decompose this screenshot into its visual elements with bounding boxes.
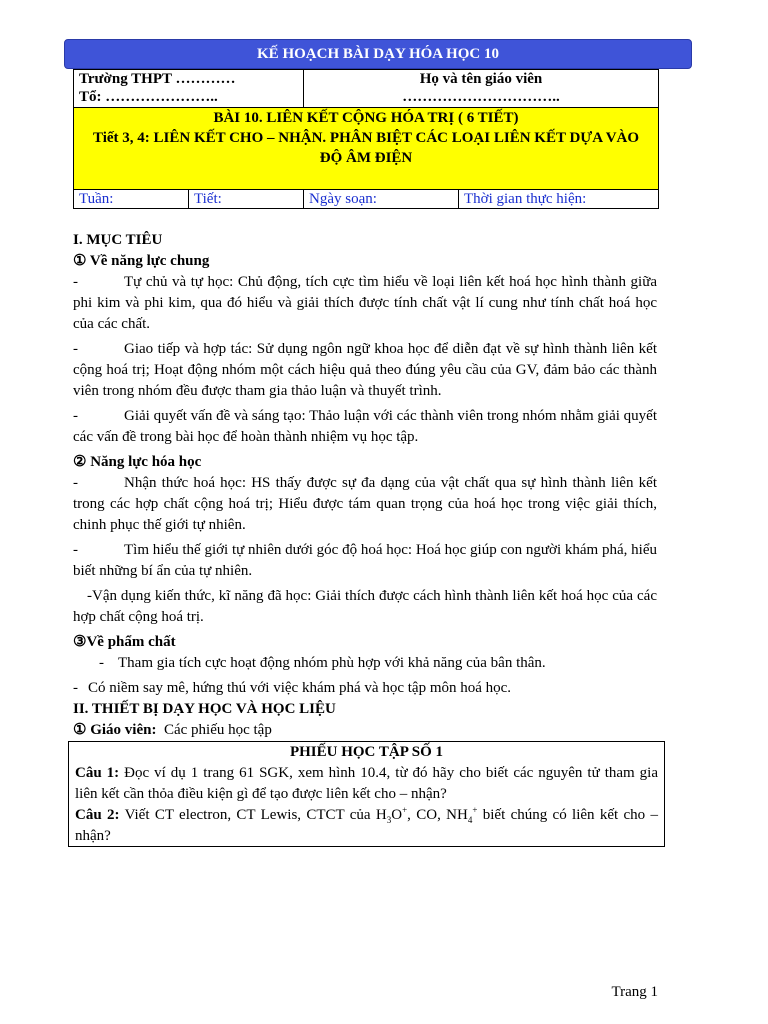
teacher-value: …………………………..	[402, 89, 560, 105]
lesson-header-table	[73, 69, 659, 209]
list-item: - Tìm hiểu thế giới tự nhiên dưới góc độ hoá học: Hoá học giúp con người khám phá, hiểu biết những bí ẩn của tự nhiên.	[73, 542, 657, 579]
week-cell: Tuần:	[74, 190, 189, 209]
list-item: -Vận dụng kiến thức, kĩ năng đã học: Giải thích được cách hình thành liên kết hoá học của các hợp chất cộng hoá trị.	[73, 588, 657, 625]
list-item: - Giải quyết vấn đề và sáng tạo: Thảo luận với các thành viên trong nhóm nhằm giải quyết các vấn đề trong bài học để hoàn thành nhiệm vụ học tập.	[73, 408, 657, 445]
group-name: Tổ: …………………..	[79, 89, 218, 105]
list-item: - Tham gia tích cực hoạt động nhóm phù hợp với khả năng của bân thân.	[99, 655, 546, 671]
page-number: Trang 1	[611, 984, 658, 1000]
lesson-title: BÀI 10. LIÊN KẾT CỘNG HÓA TRỊ ( 6 TIẾT)	[213, 110, 519, 126]
teacher-label: Họ và tên giáo viên	[419, 71, 543, 87]
page-banner: KẾ HOẠCH BÀI DẠY HÓA HỌC 10	[64, 39, 692, 69]
date-cell: Ngày soạn:	[304, 190, 459, 209]
lesson-subtitle: Tiết 3, 4: LIÊN KẾT CHO – NHẬN. PHÂN BIỆT CÁC LOẠI LIÊN KẾT DỰA VÀO ĐỘ ÂM ĐIỆN	[92, 130, 640, 166]
list-item: - Nhận thức hoá học: HS thấy được sự đa dạng của vật chất qua sự hình thành liên kết trong các hợp chất cộng hoá trị; Hiểu được tám quan trọng của hoá học trong việc giải thích, chinh phục thế giới tự nhiên.	[73, 475, 657, 533]
question-1: Câu 1: Đọc ví dụ 1 trang 61 SGK, xem hình 10.4, từ đó hãy cho biết các nguyên tử tham gia liên kết cần thỏa điều kiện gì để tạo được liên kết cho – nhận?	[75, 765, 659, 802]
worksheet-box	[68, 741, 665, 847]
teacher-cell	[304, 70, 659, 108]
teacher-materials: ① Giáo viên: Các phiếu học tập	[73, 722, 272, 738]
list-item: - Giao tiếp và hợp tác: Sử dụng ngôn ngữ khoa học để diễn đạt về sự hình thành liên kết cộng hoá trị; Hoạt động nhóm một cách hiệu quả theo đúng yêu cầu của GV, đảm bảo các thành viên trong nhóm đều được tham gia thảo luận và thuyết trình.	[73, 341, 657, 399]
section-objectives-title: I. MỤC TIÊU	[73, 232, 163, 248]
question-2: Câu 2: Viết CT electron, CT Lewis, CTCT của $H_3O^+$, CO, $NH_4^+$ biết chúng có liên kết cho – nhận?	[75, 805, 658, 844]
section-equipment-title: II. THIẾT BỊ DẠY HỌC VÀ HỌC LIỆU	[73, 701, 336, 717]
quality-title: ③Về phẩm chất	[73, 634, 176, 650]
list-item: - Tự chủ và tự học: Chủ động, tích cực tìm hiểu về loại liên kết hoá học hình thành giữa phi kim và phi kim, qua đó hiểu và giải thích được tính chất vật lí cung như tính chất hoá học của các chất.	[73, 274, 657, 332]
school-cell	[74, 70, 304, 108]
chemistry-competence-title: ② Năng lực hóa học	[73, 454, 202, 470]
school-name: Trường THPT …………	[79, 71, 236, 87]
period-cell: Tiết:	[189, 190, 304, 209]
worksheet-title: PHIẾU HỌC TẬP SỐ 1	[289, 744, 444, 760]
general-competence-title: ① Về năng lực chung	[73, 253, 210, 269]
lesson-title-cell	[74, 108, 659, 190]
time-cell: Thời gian thực hiện:	[459, 190, 659, 209]
list-item: - Có niềm say mê, hứng thú với việc khám phá và học tập môn hoá học.	[73, 680, 512, 696]
lesson-content	[73, 230, 657, 741]
